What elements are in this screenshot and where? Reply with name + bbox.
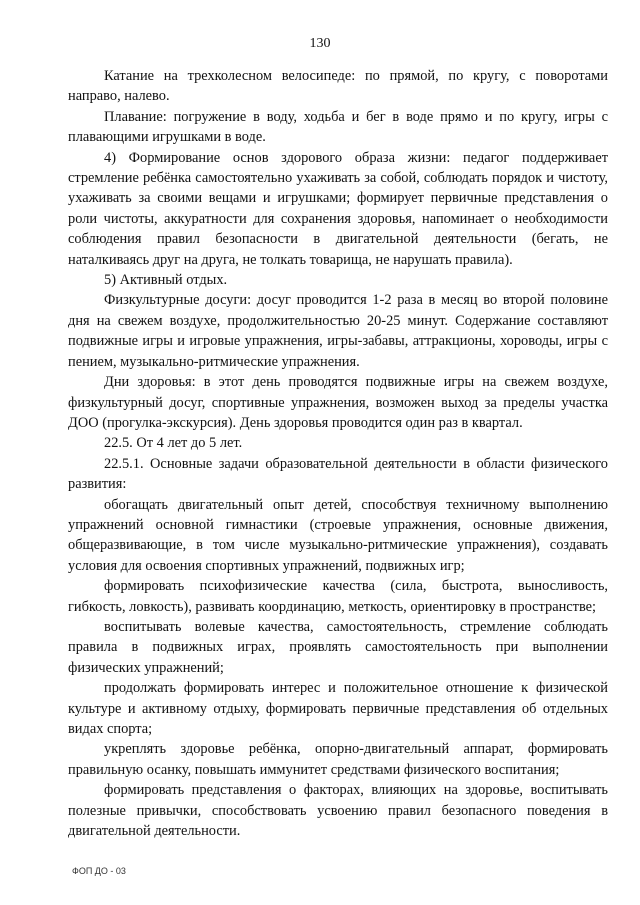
list-item: обогащать двигательный опыт детей, способствуя техничному выполнению упражнений основной гимнастики (строевые упражнения, основные движения, общеразвивающие, в том числе музыкально-ритмические упражнения), создавать условия для освоения спортивных упражнений, подвижных игр; [68, 496, 608, 574]
list-item: формировать психофизические качества (сила, быстрота, выносливость, гибкость, ловкость), развивать координацию, меткость, ориентировку в пространстве; [68, 578, 608, 615]
list-item: формировать представления о факторах, влияющих на здоровье, воспитывать полезные привычки, способствовать усвоению правил безопасного поведения в двигательной деятельности. [68, 782, 608, 840]
paragraph: Катание на трехколесном велосипеде: по прямой, по кругу, с поворотами направо, налево. [68, 68, 608, 105]
paragraph: 5) Активный отдых. [104, 272, 228, 289]
page-number: 130 [309, 36, 331, 51]
paragraph: Физкультурные досуги: досуг проводится 1-2 раза в месяц во второй половине дня на свежем воздухе, продолжительностью 20-25 минут. Содержание составляют подвижные игры и игровые упражнения, игры-забавы, аттракционы, хороводы, игры с пением, музыкально-ритмические упражнения. [68, 292, 608, 370]
paragraph: 4) Формирование основ здорового образа жизни: педагог поддерживает стремление ребёнка самостоятельно ухаживать за собой, соблюдать порядок и чистоту, ухаживать за своими вещами и игрушками; формирует первичные представления о роли чистоты, аккуратности для сохранения здоровья, напоминает о необходимости соблюдения правил безопасности в двигательной деятельности (бегать, не наталкиваясь друг на друга, не толкать товарища, не нарушать правила). [68, 149, 608, 268]
list-item: воспитывать волевые качества, самостоятельность, стремление соблюдать правила в подвижных играх, проявлять самостоятельность при выполнении физических упражнений; [68, 618, 608, 676]
list-item: укреплять здоровье ребёнка, опорно-двигательный аппарат, формировать правильную осанку, повышать иммунитет средствами физического воспитания; [68, 741, 608, 778]
paragraph: Дни здоровья: в этот день проводятся подвижные игры на свежем воздухе, физкультурный досуг, спортивные упражнения, возможен выход за пределы участка ДОО (прогулка-экскурсия). День здоровья проводится один раз в квартал. [68, 374, 608, 431]
section-heading: 22.5. От 4 лет до 5 лет. [104, 435, 243, 452]
document-body [68, 66, 608, 841]
paragraph: Плавание: погружение в воду, ходьба и бег в воде прямо и по кругу, игры с плавающими игрушками в воде. [68, 108, 608, 146]
list-item: продолжать формировать интерес и положительное отношение к физической культуре и активному отдыху, формировать первичные представления об отдельных видах спорта; [68, 680, 608, 737]
subsection-heading: 22.5.1. Основные задачи образовательной деятельности в области физического развития: [68, 455, 608, 493]
document-code-footer: ФОП ДО - 03 [72, 866, 126, 876]
